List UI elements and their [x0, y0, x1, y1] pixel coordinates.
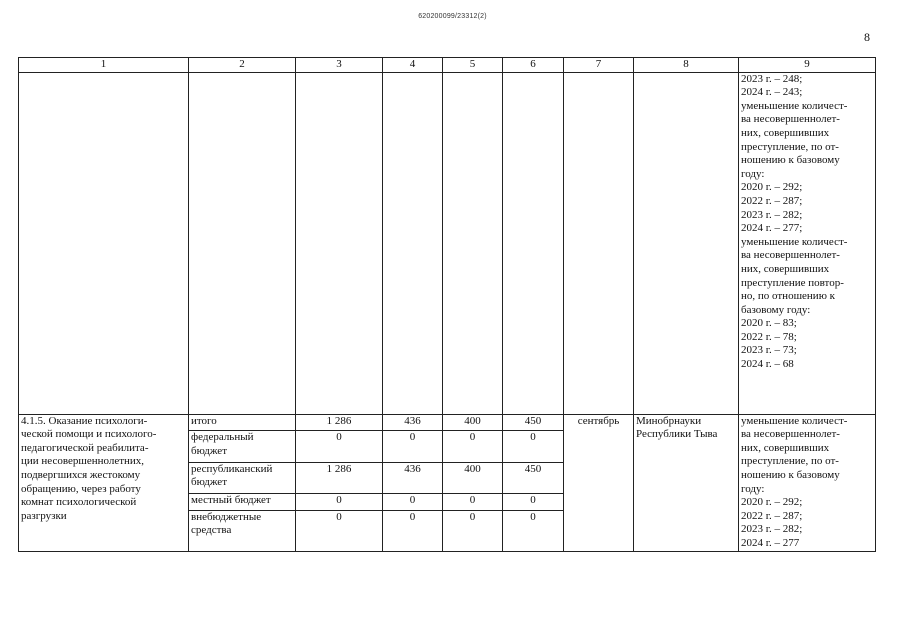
funding-year-2: 0 [443, 494, 503, 510]
funding-year-3: 450 [503, 414, 564, 430]
funding-year-1: 436 [383, 414, 443, 430]
header-cell: 8 [634, 58, 739, 73]
header-cell: 1 [19, 58, 189, 73]
funding-source: местный бюджет [189, 494, 296, 510]
funding-year-1: 436 [383, 462, 443, 494]
funding-source: итого [189, 414, 296, 430]
funding-year-2: 400 [443, 462, 503, 494]
header-cell: 4 [383, 58, 443, 73]
funding-source: федеральный бюджет [189, 430, 296, 462]
funding-year-3: 0 [503, 430, 564, 462]
header-cell: 9 [739, 58, 876, 73]
funding-source: внебюджетные средства [189, 510, 296, 551]
activity-title: 4.1.5. Оказание психологи- ческой помощи и психолого- педагогической реабилита- ции несовершеннолетних, подвергшихся жестокому обращению, через работу комнат психологической разгрузки [19, 414, 189, 551]
page-number: 8 [864, 30, 870, 44]
continuation-row [19, 72, 876, 414]
funding-year-3: 0 [503, 510, 564, 551]
funding-year-1: 0 [383, 510, 443, 551]
funding-total: 0 [296, 494, 383, 510]
funding-year-3: 0 [503, 494, 564, 510]
activity-term: сентябрь [564, 414, 634, 551]
header-cell: 5 [443, 58, 503, 73]
funding-total: 1 286 [296, 414, 383, 430]
document-id: 620200099/23312(2) [418, 13, 487, 20]
funding-year-3: 450 [503, 462, 564, 494]
funding-year-2: 0 [443, 430, 503, 462]
funding-total: 0 [296, 430, 383, 462]
header-cell: 2 [189, 58, 296, 73]
funding-source: республиканский бюджет [189, 462, 296, 494]
activity-executor: Минобрнауки Республики Тыва [634, 414, 739, 551]
funding-year-2: 0 [443, 510, 503, 551]
funding-year-2: 400 [443, 414, 503, 430]
plan-table [18, 57, 876, 552]
funding-total: 0 [296, 510, 383, 551]
header-cell: 6 [503, 58, 564, 73]
header-cell: 7 [564, 58, 634, 73]
funding-row-total [19, 414, 876, 430]
funding-year-1: 0 [383, 430, 443, 462]
activity-result: уменьшение количест- ва несовершеннолет- них, совершивших преступление, по от- ношению к базовому году: 2020 г. – 292; 2022 г. – 287; 2023 г. – 282; 2024 г. – 277 [739, 414, 876, 551]
funding-total: 1 286 [296, 462, 383, 494]
result-indicators-continued: 2023 г. – 248; 2024 г. – 243; уменьшение количест- ва несовершеннолет- них, совершивших преступление, по от- ношению к базовому году: 2020 г. – 292; 2022 г. – 287; 2023 г. – 282; 2024 г. – 277; уменьшение количест- ва несовершеннолет- них, совершивших преступление повтор- но, по отношению к базовому году: 2020 г. – 83; 2022 г. – 78; 2023 г. – 73; 2024 г. – 68 [739, 72, 876, 414]
header-row [19, 58, 876, 73]
funding-year-1: 0 [383, 494, 443, 510]
header-cell: 3 [296, 58, 383, 73]
